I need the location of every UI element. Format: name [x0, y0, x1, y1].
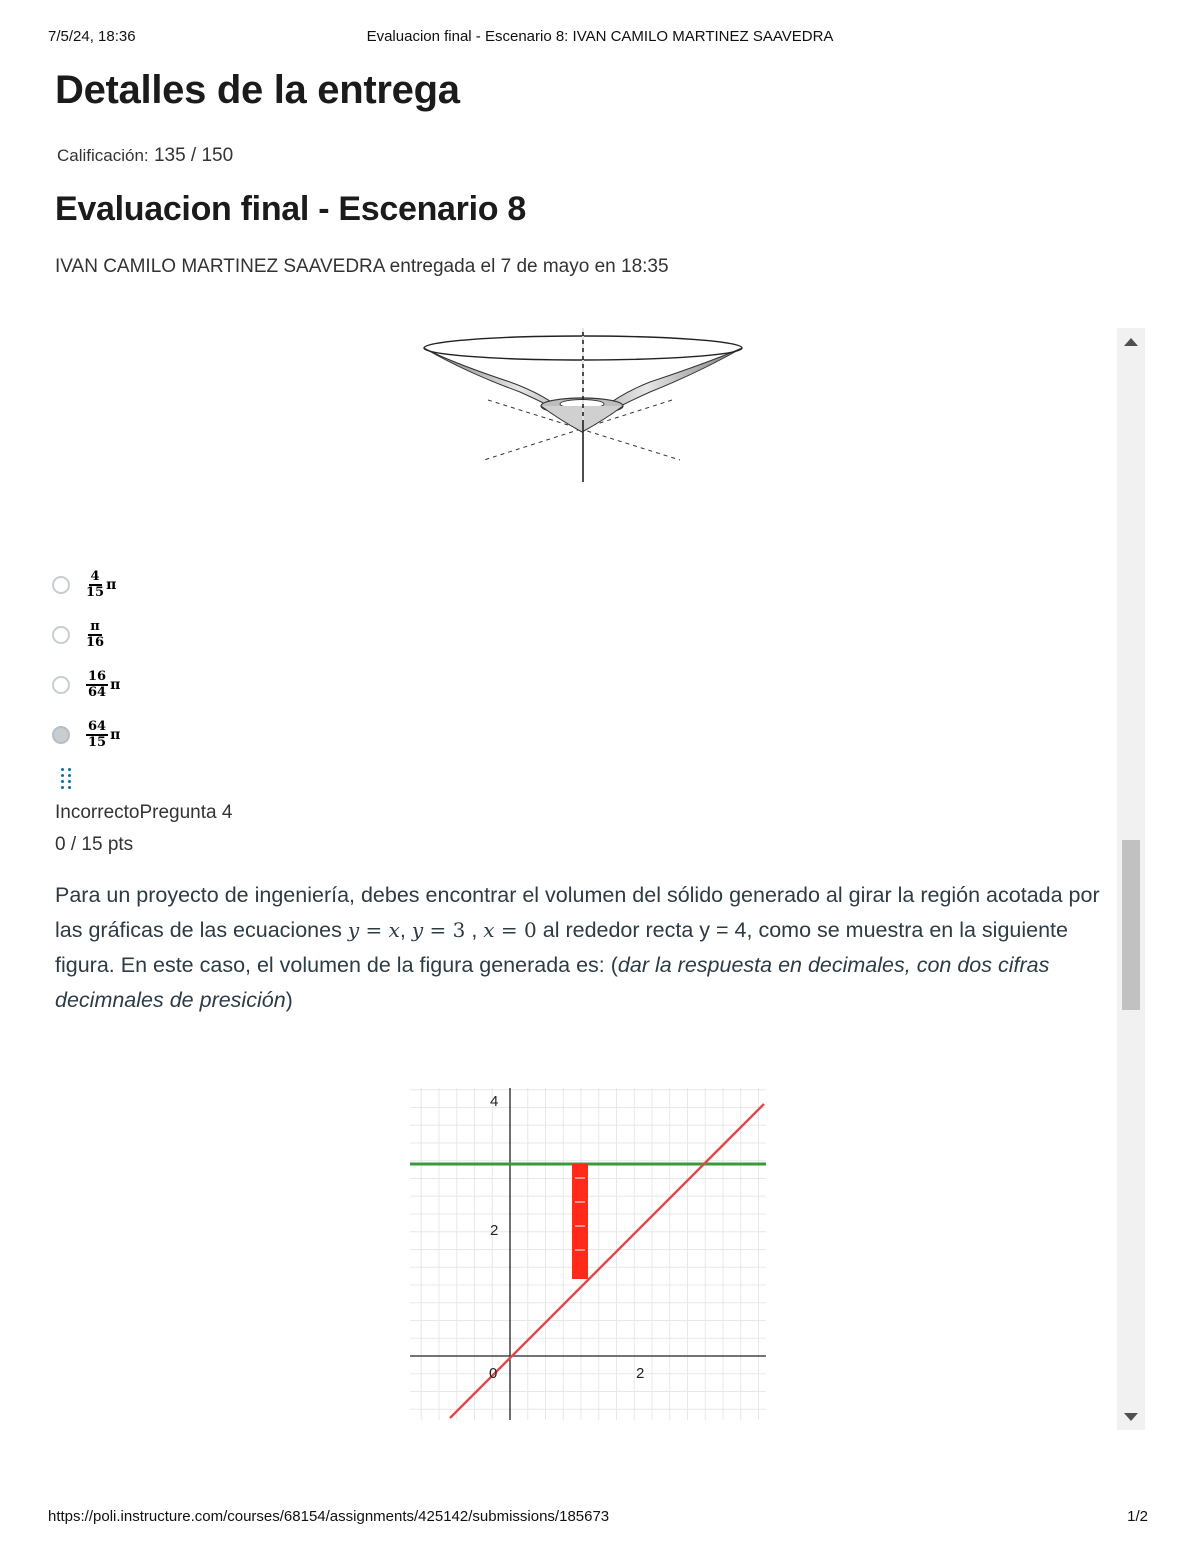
scroll-down-arrow-icon[interactable] — [1124, 1413, 1138, 1421]
fraction-denominator: 15 — [88, 735, 107, 750]
tick-label-x2: 2 — [636, 1365, 645, 1382]
answer-option[interactable] — [52, 660, 120, 710]
quiz-title: Evaluacion final - Escenario 8 — [55, 190, 526, 228]
question-text-part: Para un proyecto de ingeniería, debes encontrar el volumen del sólido generado al girar la región acotada por las gráficas de las ecuaciones — [55, 883, 1100, 942]
math-var: y — [347, 918, 360, 942]
scrollbar-thumb[interactable] — [1122, 840, 1140, 1010]
question-status: IncorrectoPregunta 4 — [55, 802, 233, 823]
print-page-number: 1/2 — [1127, 1508, 1148, 1525]
answer-option[interactable] — [52, 560, 120, 610]
answer-option-selected[interactable] — [52, 710, 120, 760]
math-separator: , — [465, 918, 484, 942]
print-page-title: Evaluacion final - Escenario 8: IVAN CAMILO MARTINEZ SAAVEDRA — [366, 28, 834, 45]
region-graph — [410, 1088, 766, 1420]
page-heading: Detalles de la entrega — [55, 68, 460, 112]
answer-fraction — [86, 720, 108, 750]
question-text-part: ) — [285, 988, 293, 1012]
answer-radio[interactable] — [52, 626, 70, 644]
question-text — [55, 878, 1100, 1018]
fraction-denominator: 16 — [86, 635, 105, 650]
answer-fraction — [86, 570, 104, 600]
fraction-numerator: 64 — [88, 719, 107, 734]
print-datetime: 7/5/24, 18:36 — [48, 28, 136, 45]
answer-options — [52, 560, 120, 760]
answer-fraction — [86, 670, 108, 700]
print-url: https://poli.instructure.com/courses/68154/assignments/425142/submissions/185673 — [48, 1508, 610, 1525]
answer-radio-selected[interactable] — [52, 726, 70, 744]
tick-label-y4: 4 — [490, 1093, 499, 1110]
math-text: = 3 — [423, 918, 466, 942]
question-text-part: al rededor recta y = 4, como se muestra en la siguiente figura. En este caso, el volumen de la figura generada es: ( — [55, 918, 1068, 977]
math-var: x — [388, 918, 400, 942]
tick-label-x0: 0 — [489, 1365, 498, 1382]
answer-radio[interactable] — [52, 576, 70, 594]
grade-value: 135 / 150 — [153, 145, 234, 166]
grade-label: Calificación: — [57, 146, 149, 165]
pi-symbol: π — [110, 727, 121, 743]
fraction-numerator: 16 — [88, 669, 107, 684]
fraction-denominator: 15 — [86, 585, 105, 600]
math-text: = 0 — [494, 918, 537, 942]
fraction-denominator: 64 — [88, 685, 107, 700]
drag-handle-icon[interactable] — [59, 766, 73, 790]
pi-symbol: π — [106, 577, 117, 593]
math-text: = — [359, 918, 389, 942]
question-text-italic: dar la respuesta en decimales, con dos cifras decimnales de presición — [55, 953, 1050, 1012]
submission-info: IVAN CAMILO MARTINEZ SAAVEDRA entregada el 7 de mayo en 18:35 — [55, 256, 669, 277]
tick-label-y2: 2 — [490, 1222, 499, 1239]
volume-strip — [572, 1164, 588, 1279]
answer-fraction — [86, 620, 104, 650]
pi-symbol: π — [110, 677, 121, 693]
answer-radio[interactable] — [52, 676, 70, 694]
question-points: 0 / 15 pts — [55, 834, 134, 855]
fraction-numerator: π — [90, 619, 100, 634]
scroll-up-arrow-icon[interactable] — [1124, 338, 1138, 346]
fraction-numerator: 4 — [90, 569, 100, 584]
math-separator: , — [399, 918, 412, 942]
answer-option[interactable] — [52, 610, 120, 660]
math-var: y — [411, 918, 424, 942]
scrollbar[interactable] — [1117, 328, 1145, 1430]
grade-line — [57, 145, 233, 167]
math-var: x — [483, 918, 495, 942]
solid-of-revolution-figure — [410, 322, 750, 487]
